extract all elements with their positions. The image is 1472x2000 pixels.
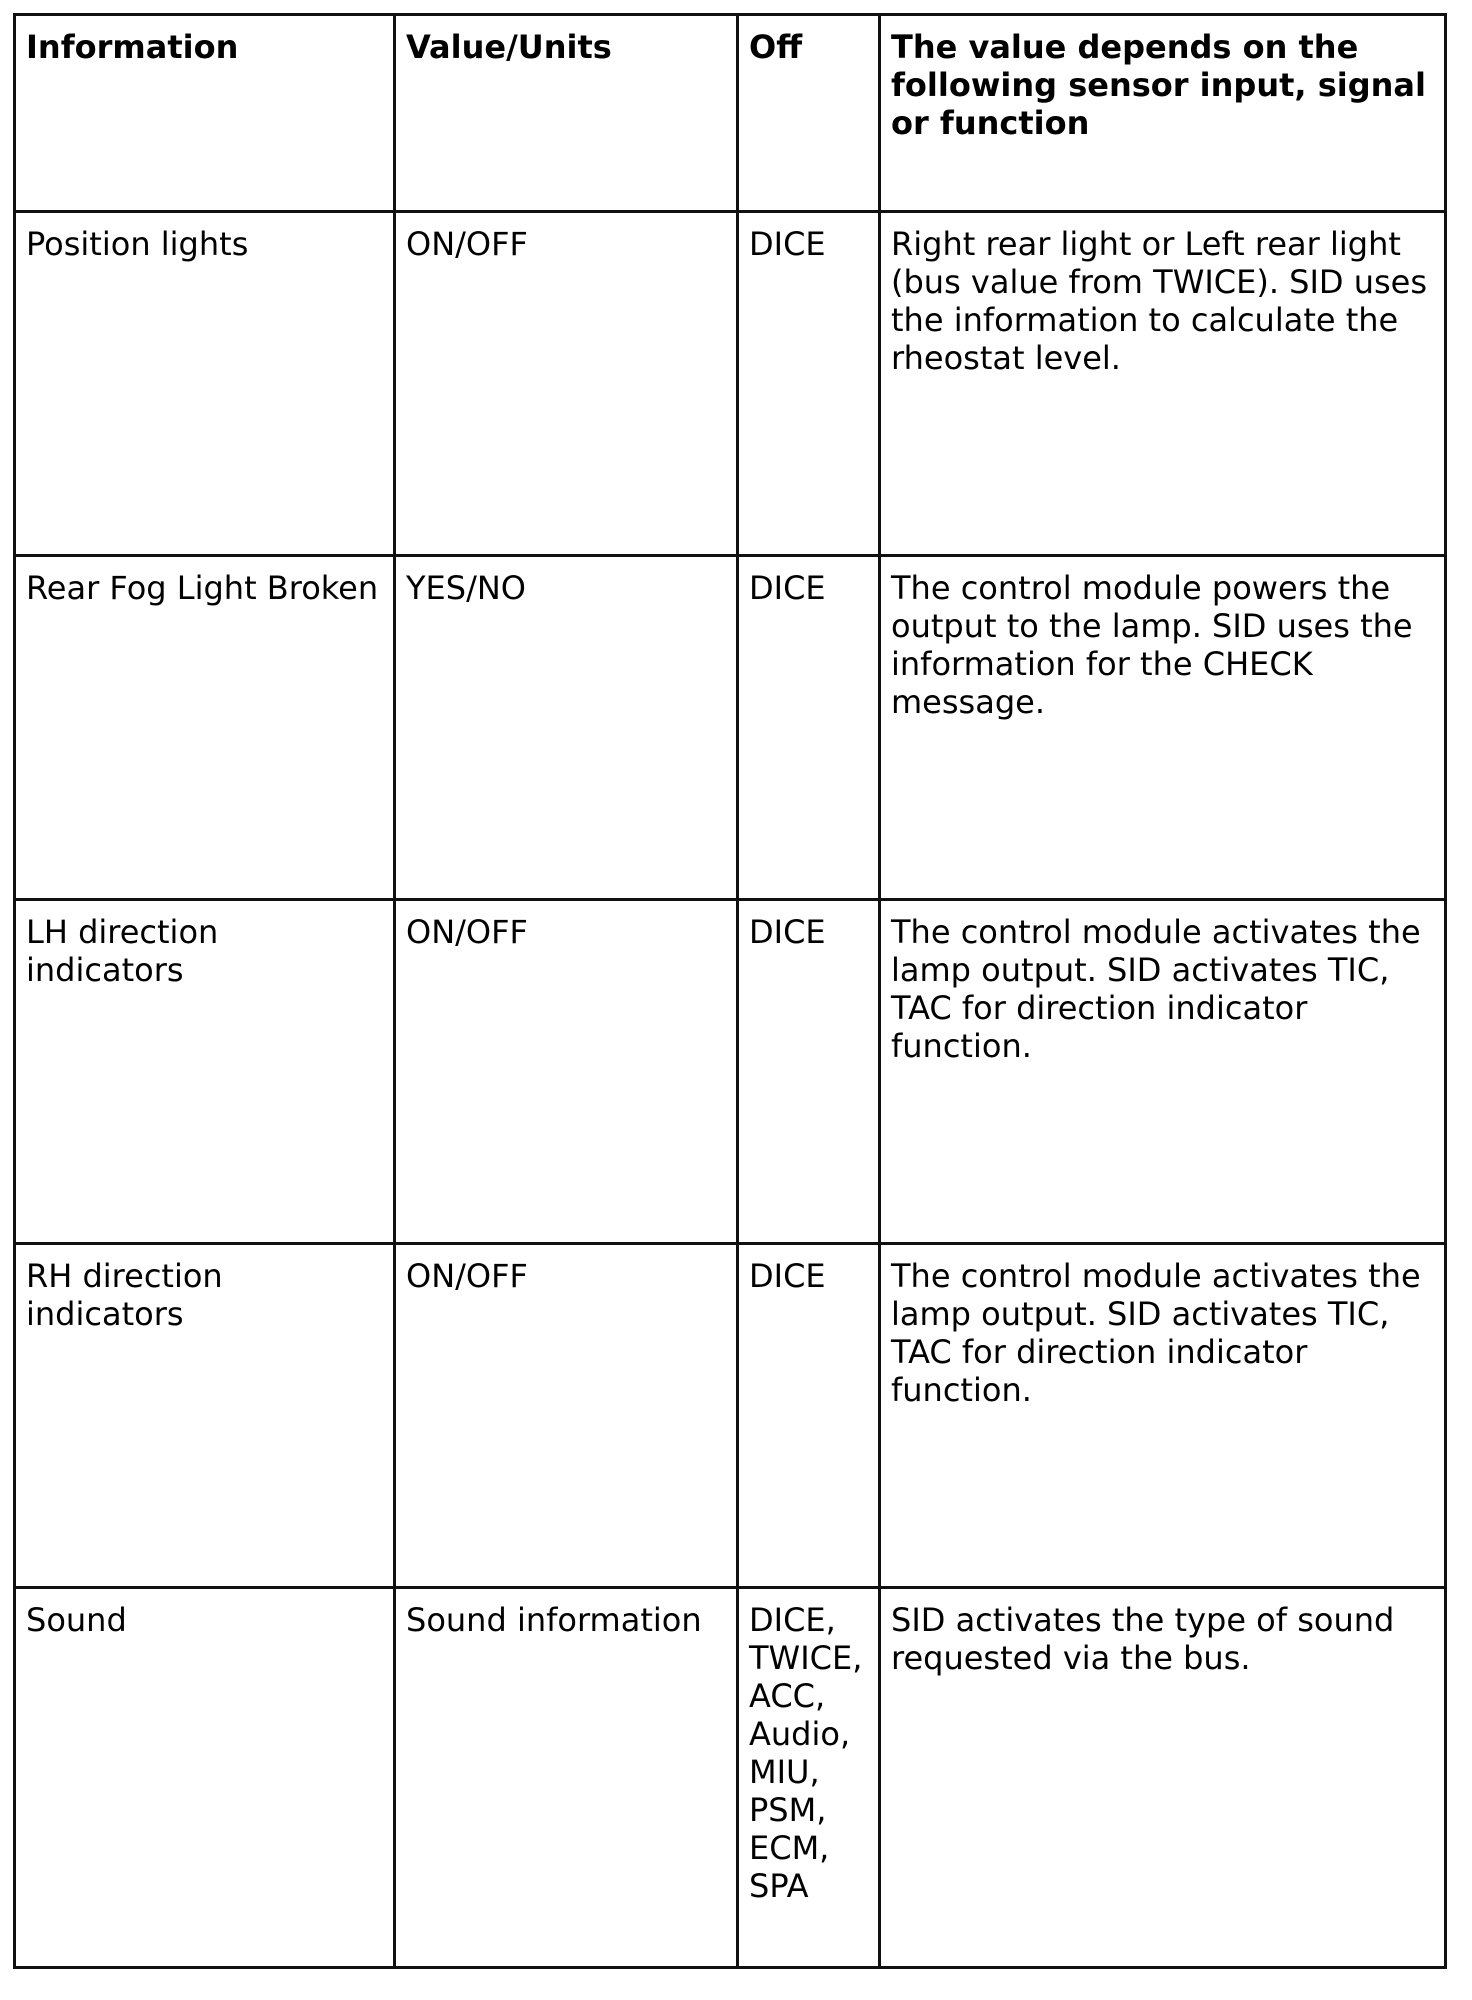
cell-off: DICE xyxy=(738,900,880,1244)
cell-description: The control module activates the lamp output. SID activates TIC, TAC for direction indicator function. xyxy=(880,900,1446,1244)
cell-information: Sound xyxy=(15,1588,395,1968)
table-row xyxy=(15,556,1446,900)
cell-value-units: Sound information xyxy=(395,1588,738,1968)
cell-description: The control module powers the output to the lamp. SID uses the information for the CHECK message. xyxy=(880,556,1446,900)
cell-off: DICE, TWICE, ACC, Audio, MIU, PSM, ECM, SPA xyxy=(738,1588,880,1968)
cell-description: The control module activates the lamp output. SID activates TIC, TAC for direction indicator function. xyxy=(880,1244,1446,1588)
cell-information: LH direction indicators xyxy=(15,900,395,1244)
header-description: The value depends on the following sensor input, signal or function xyxy=(880,15,1446,212)
table-header xyxy=(15,15,1446,212)
cell-information: Rear Fog Light Broken xyxy=(15,556,395,900)
cell-value-units: YES/NO xyxy=(395,556,738,900)
table-row xyxy=(15,1588,1446,1968)
cell-value-units: ON/OFF xyxy=(395,1244,738,1588)
cell-description: SID activates the type of sound requested via the bus. xyxy=(880,1588,1446,1968)
sensor-info-table xyxy=(13,13,1447,1969)
cell-off: DICE xyxy=(738,212,880,556)
cell-value-units: ON/OFF xyxy=(395,212,738,556)
table-row xyxy=(15,900,1446,1244)
cell-off: DICE xyxy=(738,1244,880,1588)
cell-description: Right rear light or Left rear light (bus value from TWICE). SID uses the information to calculate the rheostat level. xyxy=(880,212,1446,556)
cell-information: RH direction indicators xyxy=(15,1244,395,1588)
cell-information: Position lights xyxy=(15,212,395,556)
table-body xyxy=(15,212,1446,1968)
cell-off: DICE xyxy=(738,556,880,900)
header-value-units: Value/Units xyxy=(395,15,738,212)
header-off: Off xyxy=(738,15,880,212)
header-row xyxy=(15,15,1446,212)
table-row xyxy=(15,212,1446,556)
table-row xyxy=(15,1244,1446,1588)
header-information: Information xyxy=(15,15,395,212)
cell-value-units: ON/OFF xyxy=(395,900,738,1244)
